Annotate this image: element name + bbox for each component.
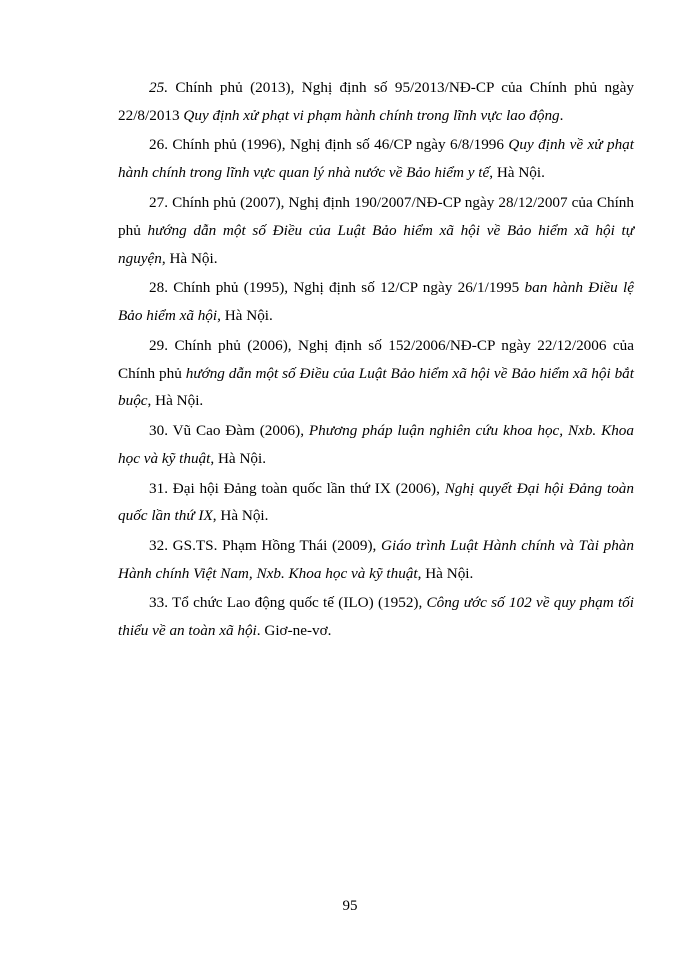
reference-item — [118, 589, 634, 645]
reference-citation: Chính phủ (2006), Nghị định số 152/2006/NĐ-CP ngày 22/12/2006 của Chính phủ — [118, 336, 634, 382]
reference-title: Phương pháp luận nghiên cứu khoa học, Nxb. Khoa học và kỹ thuật — [118, 422, 634, 467]
reference-tail: . Giơ-ne-vơ. — [256, 622, 332, 640]
reference-tail: , Hà Nội. — [417, 564, 474, 582]
reference-item — [118, 332, 634, 415]
reference-citation: Tổ chức Lao động quốc tế (ILO) (1952), — [167, 594, 427, 612]
reference-list — [118, 74, 634, 647]
reference-tail: , Hà Nội. — [147, 392, 204, 410]
reference-number: 27. — [149, 193, 168, 211]
reference-title: Công ước số 102 về quy phạm tối thiểu về an toàn xã hội — [118, 594, 634, 640]
reference-tail: , Hà Nội. — [161, 249, 218, 267]
reference-item — [118, 189, 634, 272]
reference-tail: , Hà Nội. — [210, 449, 267, 467]
reference-title: hướng dẫn một số Điều của Luật Bảo hiểm xã hội về Bảo hiểm xã hội tự nguyện — [118, 221, 635, 267]
reference-item — [118, 475, 634, 531]
reference-title: Giáo trình Luật Hành chính và Tài phàn Hành chính Việt Nam, Nxb. Khoa học và kỹ thuật — [118, 536, 634, 582]
reference-title: Quy định xử phạt vi phạm hành chính trong lĩnh vực lao động — [183, 106, 560, 124]
page-number: 95 — [342, 898, 358, 914]
reference-title: hướng dẫn một số Điều của Luật Bảo hiểm xã hội về Bảo hiểm xã hội bắt buộc — [118, 364, 634, 410]
reference-number: 32. — [149, 536, 168, 554]
reference-number: 33. — [149, 594, 168, 612]
reference-tail: . — [559, 106, 564, 124]
reference-number: 26. — [149, 136, 168, 154]
reference-tail: , Hà Nội. — [217, 307, 273, 325]
reference-citation: Vũ Cao Đàm (2006), — [167, 422, 309, 440]
reference-number: 29. — [149, 336, 168, 354]
reference-item — [118, 131, 634, 187]
reference-citation: Chính phủ (1996), Nghị định số 46/CP ngày 6/8/1996 — [167, 136, 509, 154]
reference-citation: Đại hội Đảng toàn quốc lần thứ IX (2006), — [167, 479, 445, 497]
reference-title: Quy định về xử phạt hành chính trong lĩnh vực quan lý nhà nước về Bảo hiểm y tế — [118, 136, 634, 182]
reference-title: Nghị quyết Đại hội Đảng toàn quốc lần thứ IX — [118, 479, 634, 525]
reference-title: ban hành Điều lệ Bảo hiểm xã hội — [118, 279, 635, 325]
reference-citation: Chính phủ (2013), Nghị định số 95/2013/NĐ-CP của Chính phủ ngày 22/8/2013 — [118, 79, 634, 124]
reference-tail: , Hà Nội. — [489, 164, 545, 182]
reference-number: 28. — [149, 279, 168, 297]
reference-number: 31. — [149, 479, 168, 497]
reference-citation: Chính phủ (1995), Nghị định số 12/CP ngày 26/1/1995 — [167, 279, 525, 297]
reference-number: 25. — [149, 79, 168, 96]
reference-citation: Chính phủ (2007), Nghị định 190/2007/NĐ-CP ngày 28/12/2007 của Chính phủ — [118, 193, 634, 239]
reference-citation: GS.TS. Phạm Hồng Thái (2009), — [167, 536, 381, 554]
reference-item — [118, 532, 634, 588]
reference-item — [118, 274, 634, 330]
reference-item — [118, 74, 634, 130]
reference-number: 30. — [149, 422, 168, 440]
reference-tail: , Hà Nội. — [212, 507, 269, 525]
reference-item — [118, 417, 634, 473]
